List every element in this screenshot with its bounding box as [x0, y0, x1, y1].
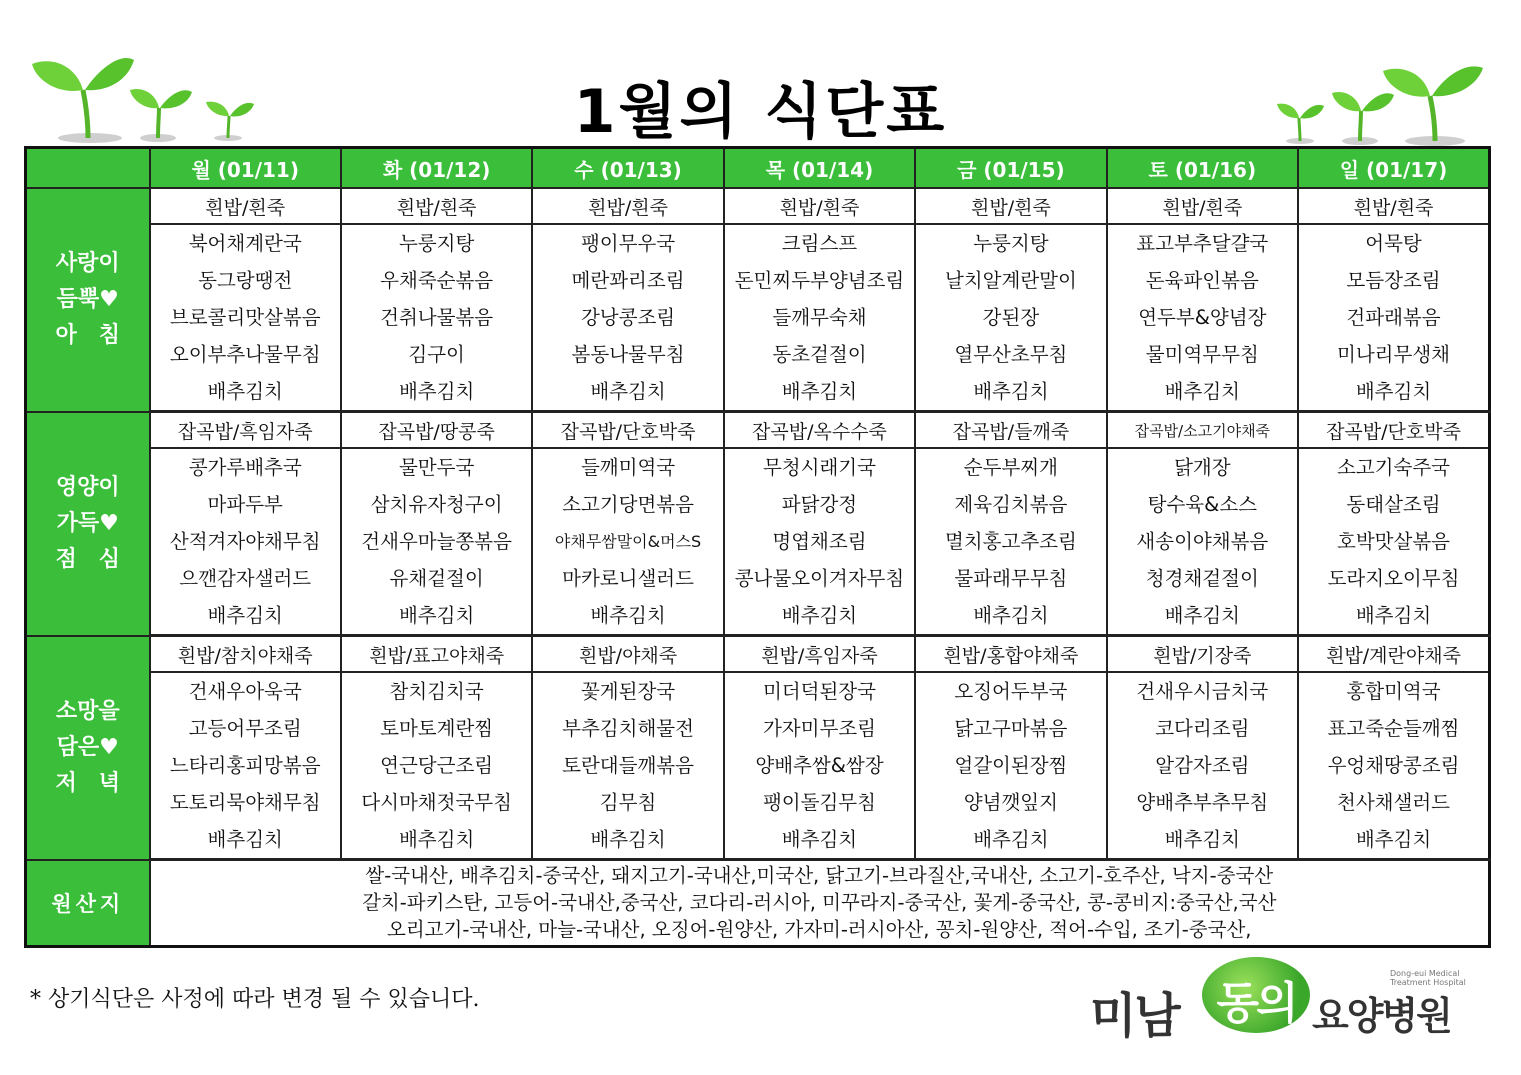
- dish-item: 연근당근조림: [380, 754, 494, 777]
- dish-item: 배추김치: [1355, 380, 1432, 403]
- dish-item: 미더덕된장국: [762, 680, 876, 703]
- dish-item: 토마토계란찜: [380, 717, 494, 740]
- logo-text: 미남: [1090, 988, 1179, 1044]
- corner-cell: [26, 148, 150, 189]
- dish-item: 배추김치: [973, 604, 1049, 627]
- dish-item: 배추김치: [973, 380, 1049, 403]
- notice-text: * 상기식단은 사정에 따라 변경 될 수 있습니다.: [30, 987, 480, 1012]
- meal-label-line: 담은♥: [56, 734, 119, 760]
- dish-item: 미나리무생채: [1337, 343, 1451, 366]
- dish-item: 연두부&양념장: [1138, 306, 1267, 329]
- dish-item: 산적겨자야채무침: [169, 530, 321, 553]
- dish-item: 동초겉절이: [772, 343, 867, 366]
- dish-item: 소고기숙주국: [1337, 456, 1451, 479]
- rice-porridge-cell: 잡곡밥/단호박죽: [532, 412, 723, 449]
- dishes-cell: [915, 224, 1106, 412]
- dish-item: 배추김치: [398, 604, 475, 627]
- dish-item: 김구이: [408, 343, 465, 366]
- dish-item: 건파래볶음: [1346, 306, 1441, 329]
- origin-line: 갈치-파키스탄, 고등어-국내산,중국산, 코다리-러시아, 미꾸라지-중국산, 꽃게-중국산, 콩-콩비지:중국산,국산: [362, 891, 1277, 915]
- meal-label: [26, 636, 150, 860]
- rice-porridge-cell: 흰밥/흰죽: [1107, 188, 1298, 224]
- dishes-cell: [915, 672, 1106, 860]
- dishes-cell: [341, 672, 532, 860]
- dish-item: 배추김치: [1164, 380, 1240, 403]
- rice-porridge-cell: 잡곡밥/옥수수죽: [724, 412, 915, 449]
- dishes-cell: [1298, 224, 1489, 412]
- logo-english-text: [1390, 969, 1470, 987]
- meal-label-line: 아 침: [55, 322, 120, 348]
- dish-item: 새송이야채볶음: [1136, 530, 1269, 553]
- rice-porridge-cell: 흰밥/참치야채죽: [150, 636, 341, 673]
- dishes-row: [26, 224, 1490, 412]
- origin-line: 쌀-국내산, 배추김치-중국산, 돼지고기-국내산,미국산, 닭고기-브라질산,국내산, 소고기-호주산, 낙지-중국산: [365, 864, 1274, 888]
- dish-item: 건새우마늘쫑볶음: [361, 530, 512, 553]
- logo-text: 동의: [1216, 978, 1296, 1029]
- rice-porridge-cell: 흰밥/흑임자죽: [724, 636, 915, 673]
- meal-label-line: 소망을: [55, 698, 120, 724]
- dish-item: 어묵탕: [1365, 232, 1422, 255]
- dishes-cell: [341, 224, 532, 412]
- dish-item: 탕수육&소스: [1147, 493, 1258, 516]
- dish-item: 알감자조림: [1155, 754, 1250, 777]
- meal-label-line: 저 녁: [55, 770, 120, 796]
- dish-item: 명엽채조림: [772, 530, 867, 553]
- dish-item: 순두부찌개: [963, 456, 1058, 479]
- dish-item: 배추김치: [781, 604, 858, 627]
- dish-item: 제육김치볶음: [954, 493, 1068, 516]
- dish-item: 도토리묵야채무침: [169, 791, 321, 814]
- dish-item: 크림스프: [781, 232, 858, 255]
- dishes-cell: [532, 448, 723, 636]
- dish-item: 배추김치: [1164, 604, 1240, 627]
- dish-item: 팽이돌김무침: [762, 791, 876, 814]
- dish-item: 배추김치: [590, 604, 666, 627]
- dish-item: 북어채계란국: [188, 232, 302, 255]
- dish-item: 가자미무조림: [762, 717, 876, 740]
- dish-item: 건취나물볶음: [380, 306, 494, 329]
- dish-item: 오징어두부국: [954, 680, 1068, 703]
- dishes-cell: [1107, 448, 1298, 636]
- dish-item: 메란꽈리조림: [571, 269, 685, 292]
- day-header: 화 (01/12): [341, 148, 532, 189]
- dish-item: 배추김치: [207, 604, 283, 627]
- dish-item: 건새우시금치국: [1136, 680, 1269, 703]
- dish-item: 브로콜리맛살볶음: [169, 306, 321, 329]
- rice-porridge-cell: 흰밥/야채죽: [532, 636, 723, 673]
- rice-porridge-cell: 흰밥/계란야채죽: [1298, 636, 1489, 673]
- dish-item: 마카로니샐러드: [562, 567, 694, 590]
- rice-porridge-cell: 흰밥/흰죽: [915, 188, 1106, 224]
- dish-item: 도라지오이무침: [1327, 567, 1460, 590]
- dish-item: 물파래무무침: [954, 567, 1068, 590]
- dish-item: 야채무쌈말이&머스S: [554, 532, 702, 551]
- dish-item: 파닭강정: [781, 493, 858, 516]
- dish-item: 홍합미역국: [1346, 680, 1441, 703]
- dishes-cell: [1107, 224, 1298, 412]
- dishes-cell: [150, 672, 341, 860]
- rice-row: [26, 188, 1490, 224]
- dishes-cell: [532, 224, 723, 412]
- day-header: 토 (01/16): [1107, 148, 1298, 189]
- dish-item: 오이부추나물무침: [169, 343, 321, 366]
- dish-item: 배추김치: [590, 380, 666, 403]
- dish-item: 느타리홍피망볶음: [169, 754, 321, 777]
- dish-item: 호박맛살볶음: [1337, 530, 1451, 553]
- dish-item: 무청시래기국: [762, 456, 876, 479]
- dish-item: 우엉채땅콩조림: [1327, 754, 1460, 777]
- dish-item: 양배추부추무침: [1136, 791, 1269, 814]
- dish-item: 강된장: [982, 306, 1040, 329]
- dishes-cell: [341, 448, 532, 636]
- dish-item: 돈민찌두부양념조림: [734, 269, 905, 292]
- dishes-cell: [150, 448, 341, 636]
- dish-item: 표고죽순들깨찜: [1327, 717, 1460, 740]
- meal-label-line: 가득♥: [56, 510, 119, 536]
- logo-english-line: Treatment Hospital: [1390, 978, 1466, 987]
- rice-porridge-cell: 잡곡밥/소고기야채죽: [1107, 412, 1298, 449]
- dish-item: 동그랑땡전: [198, 269, 293, 292]
- dish-item: 꽃게된장국: [580, 680, 676, 703]
- dish-item: 삼치유자청구이: [370, 493, 503, 516]
- logo-english-line: Dong-eui Medical: [1390, 969, 1460, 978]
- origin-label: 원산지: [26, 860, 150, 947]
- dish-item: 코다리조림: [1155, 717, 1250, 740]
- dish-item: 날치알계란말이: [944, 269, 1077, 292]
- day-header: 금 (01/15): [915, 148, 1106, 189]
- dish-item: 우채죽순볶음: [380, 269, 494, 292]
- dish-item: 팽이무우국: [580, 232, 676, 255]
- dish-item: 배추김치: [207, 828, 283, 851]
- logo-text: 요양병원: [1312, 994, 1451, 1038]
- day-header: 수 (01/13): [532, 148, 723, 189]
- rice-porridge-cell: 잡곡밥/단호박죽: [1298, 412, 1489, 449]
- dishes-cell: [150, 224, 341, 412]
- dish-item: 유채겉절이: [389, 567, 484, 590]
- origin-line: 오리고기-국내산, 마늘-국내산, 오징어-원양산, 가자미-러시아산, 꽁치-원양산, 적어-수입, 조기-중국산,: [387, 918, 1252, 942]
- day-header: 목 (01/14): [724, 148, 915, 189]
- logo-circle: [1202, 957, 1310, 1033]
- rice-porridge-cell: 흰밥/기장죽: [1107, 636, 1298, 673]
- day-header: 월 (01/11): [150, 148, 341, 189]
- dish-item: 콩나물오이겨자무침: [734, 567, 905, 590]
- dish-item: 표고부추달걀국: [1136, 232, 1269, 255]
- dish-item: 배추김치: [398, 380, 475, 403]
- rice-porridge-cell: 흰밥/흰죽: [1298, 188, 1489, 224]
- dish-item: 들깨미역국: [580, 456, 676, 479]
- dish-item: 배추김치: [1355, 604, 1432, 627]
- dish-item: 고등어무조림: [188, 717, 302, 740]
- dish-item: 물미역무무침: [1145, 343, 1259, 366]
- rice-porridge-cell: 흰밥/흰죽: [341, 188, 532, 224]
- origin-row: [26, 860, 1490, 947]
- page-title: 1월의 식단표: [573, 77, 948, 147]
- meal-label-line: 듬뿍♥: [56, 286, 119, 312]
- rice-row: [26, 412, 1490, 449]
- dish-item: 토란대들깨볶음: [562, 754, 694, 777]
- dish-item: 으깬감자샐러드: [179, 567, 312, 590]
- dish-item: 배추김치: [1164, 828, 1240, 851]
- dishes-cell: [1298, 672, 1489, 860]
- dishes-cell: [532, 672, 723, 860]
- rice-porridge-cell: 흰밥/흰죽: [532, 188, 723, 224]
- dish-item: 김무침: [599, 791, 657, 814]
- dish-item: 닭개장: [1174, 456, 1231, 479]
- origin-info: [150, 860, 1490, 947]
- rice-porridge-cell: 잡곡밥/흑임자죽: [150, 412, 341, 449]
- dishes-cell: [1298, 448, 1489, 636]
- dishes-cell: [724, 224, 915, 412]
- meal-label-line: 점 심: [55, 546, 120, 572]
- dish-item: 참치김치국: [389, 680, 484, 703]
- dish-item: 콩가루배추국: [188, 456, 302, 479]
- dish-item: 열무산초무침: [954, 343, 1068, 366]
- meal-label: [26, 188, 150, 412]
- dish-item: 배추김치: [781, 380, 858, 403]
- dish-item: 배추김치: [1355, 828, 1432, 851]
- meal-label-line: 사랑이: [55, 250, 120, 276]
- day-header: 일 (01/17): [1298, 148, 1489, 189]
- dish-item: 양념깻잎지: [963, 791, 1058, 814]
- dish-item: 배추김치: [973, 828, 1049, 851]
- dish-item: 얼갈이된장찜: [954, 754, 1068, 777]
- dish-item: 닭고구마볶음: [954, 717, 1068, 740]
- dish-item: 배추김치: [781, 828, 858, 851]
- dishes-cell: [1107, 672, 1298, 860]
- dish-item: 동태살조림: [1346, 493, 1441, 516]
- dish-item: 청경채겉절이: [1145, 567, 1259, 590]
- rice-porridge-cell: 흰밥/홍합야채죽: [915, 636, 1106, 673]
- dish-item: 소고기당면볶음: [562, 493, 694, 516]
- rice-porridge-cell: 잡곡밥/들깨죽: [915, 412, 1106, 449]
- day-header-row: [26, 148, 1490, 189]
- dish-item: 배추김치: [398, 828, 475, 851]
- meal-label: [26, 412, 150, 636]
- dishes-row: [26, 672, 1490, 860]
- dish-item: 다시마채젓국무침: [361, 791, 512, 814]
- meal-schedule-table: [24, 146, 1491, 948]
- dish-item: 마파두부: [207, 493, 283, 516]
- rice-porridge-cell: 흰밥/표고야채죽: [341, 636, 532, 673]
- meal-label-line: 영양이: [55, 474, 120, 500]
- hospital-logo: [1090, 955, 1490, 1045]
- dishes-cell: [724, 448, 915, 636]
- dish-item: 천사채샐러드: [1337, 791, 1451, 814]
- rice-porridge-cell: 흰밥/흰죽: [150, 188, 341, 224]
- dishes-cell: [724, 672, 915, 860]
- rice-porridge-cell: 흰밥/흰죽: [724, 188, 915, 224]
- dish-item: 부추김치해물전: [562, 717, 694, 740]
- dish-item: 모듬장조림: [1346, 269, 1441, 292]
- rice-porridge-cell: 잡곡밥/땅콩죽: [341, 412, 532, 449]
- rice-row: [26, 636, 1490, 673]
- dish-item: 누룽지탕: [398, 232, 475, 255]
- dish-item: 봄동나물무침: [571, 343, 685, 366]
- dish-item: 들깨무숙채: [772, 306, 867, 329]
- dish-item: 강낭콩조림: [580, 306, 676, 329]
- dish-item: 양배추쌈&쌈장: [755, 754, 884, 777]
- dish-item: 멸치홍고추조림: [944, 530, 1077, 553]
- dish-item: 배추김치: [207, 380, 283, 403]
- dish-item: 돈육파인볶음: [1145, 269, 1259, 292]
- dishes-row: [26, 448, 1490, 636]
- dish-item: 누룽지탕: [973, 232, 1049, 255]
- dish-item: 건새우아욱국: [188, 680, 302, 703]
- dishes-cell: [915, 448, 1106, 636]
- dish-item: 배추김치: [590, 828, 666, 851]
- dish-item: 물만두국: [398, 456, 475, 479]
